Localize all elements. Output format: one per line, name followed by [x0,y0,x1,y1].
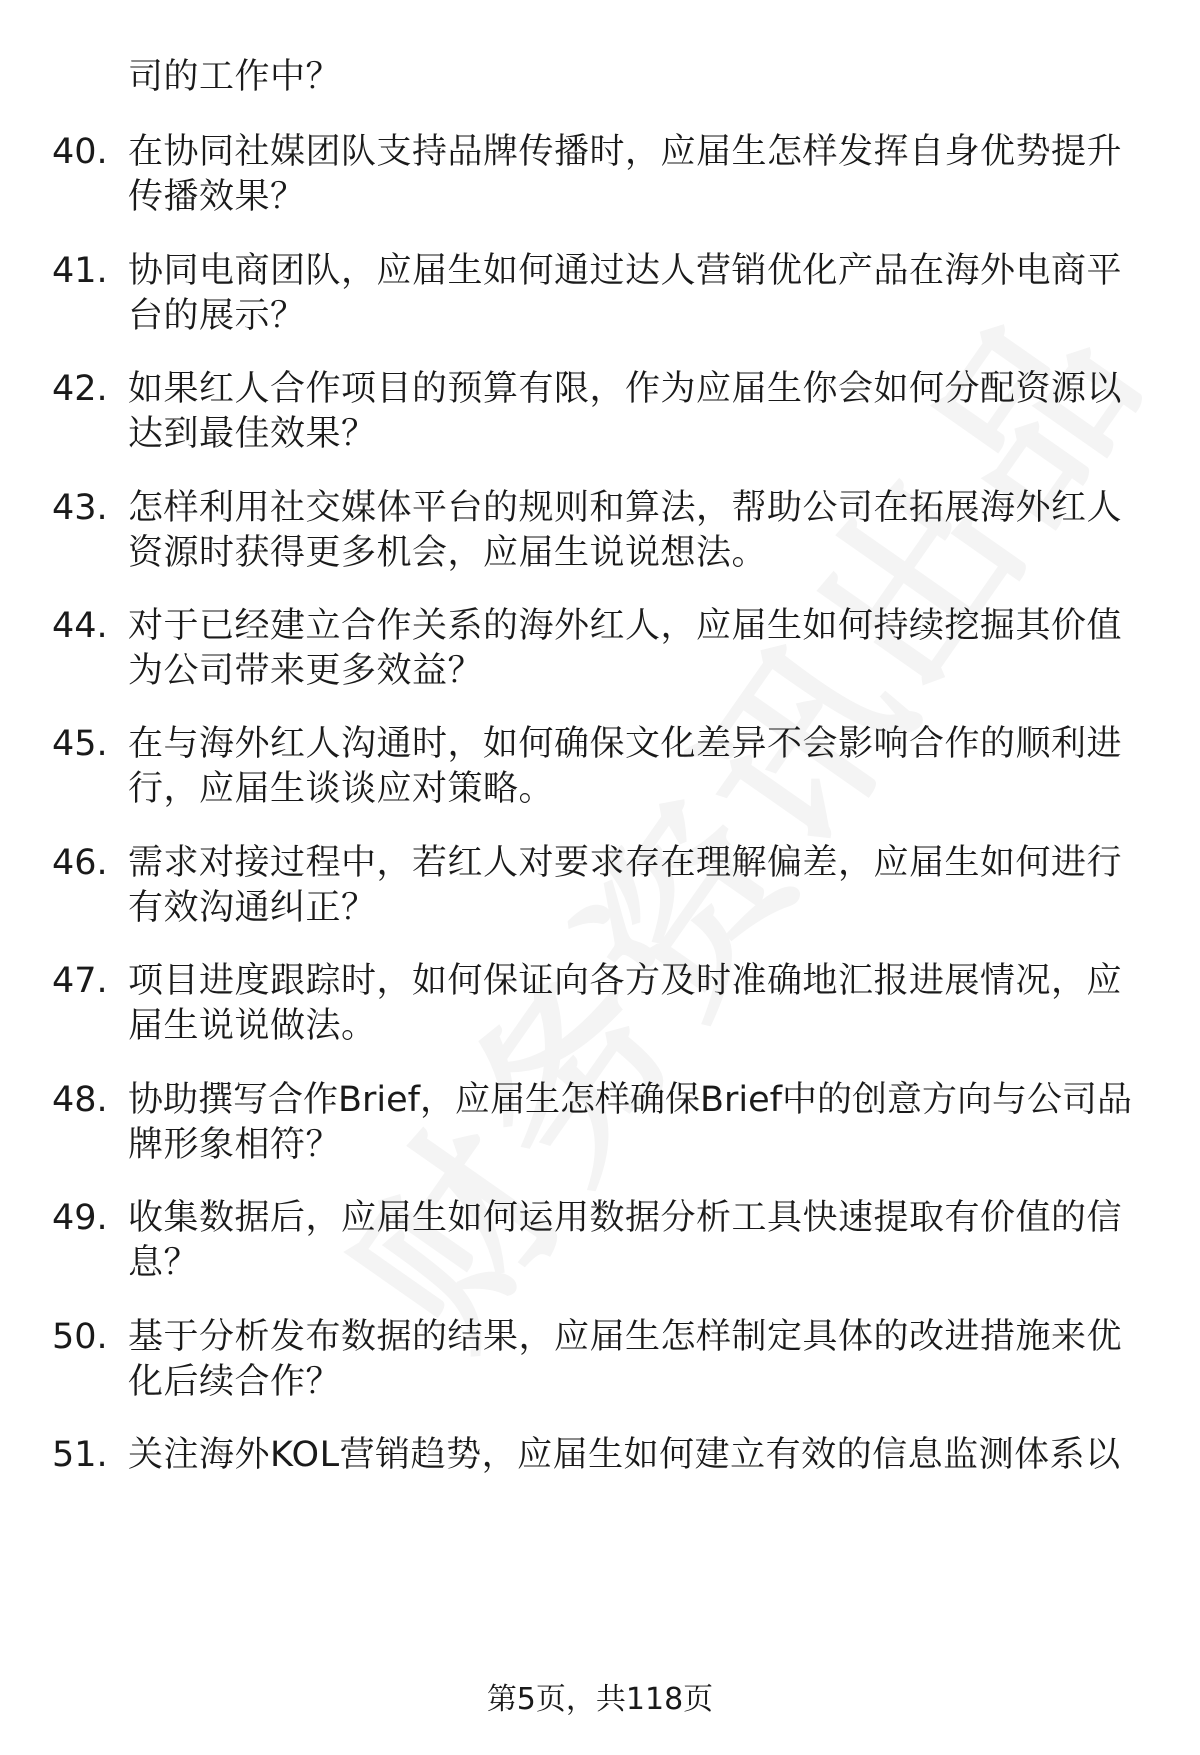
page-footer: 第5页，共118页 [486,1682,714,1717]
question-text-line: 为公司带来更多效益？ [128,651,484,691]
question-number: 47. [52,961,108,1001]
question-number: 41. [52,251,108,291]
question-text-line: 传播效果？ [128,177,306,217]
question-text-line: 协助撰写合作Brief，应届生怎样确保Brief中的创意方向与公司品 [128,1080,1132,1120]
question-number: 48. [52,1080,108,1120]
question-text-line: 关注海外KOL营销趋势，应届生如何建立有效的信息监测体系以 [128,1435,1121,1475]
question-text-line: 对于已经建立合作关系的海外红人，应届生如何持续挖掘其价值 [128,606,1123,646]
question-text-line: 如果红人合作项目的预算有限，作为应届生你会如何分配资源以 [128,369,1123,409]
question-text-line: 资源时获得更多机会，应届生说说想法。 [128,533,768,573]
question-text-line: 达到最佳效果？ [128,414,377,454]
question-text-line: 行，应届生谈谈应对策略。 [128,769,555,809]
question-text-line: 有效沟通纠正？ [128,888,377,928]
question-number: 51. [52,1435,108,1475]
question-text-line: 台的展示？ [128,296,306,336]
question-text-line: 在与海外红人沟通时，如何确保文化差异不会影响合作的顺利进 [128,724,1123,764]
question-text-line: 协同电商团队，应届生如何通过达人营销优化产品在海外电商平 [128,251,1123,291]
question-number: 45. [52,724,108,764]
question-number: 42. [52,369,108,409]
question-text-line: 收集数据后，应届生如何运用数据分析工具快速提取有价值的信 [128,1198,1123,1238]
question-text-line: 需求对接过程中，若红人对要求存在理解偏差，应届生如何进行 [128,843,1123,883]
question-text-line: 牌形象相符？ [128,1125,342,1165]
question-text-line: 化后续合作？ [128,1362,342,1402]
question-text-line: 届生说说做法。 [128,1006,377,1046]
question-number: 43. [52,488,108,528]
question-text-line: 怎样利用社交媒体平台的规则和算法，帮助公司在拓展海外红人 [128,488,1123,528]
question-number: 50. [52,1317,108,1357]
question-text-line: 息？ [128,1243,200,1283]
question-text-line: 在协同社媒团队支持品牌传播时，应届生怎样发挥自身优势提升 [128,132,1123,172]
question-text-line: 基于分析发布数据的结果，应届生怎样制定具体的改进措施来优 [128,1317,1123,1357]
question-text-line: 项目进度跟踪时，如何保证向各方及时准确地汇报进展情况，应 [128,961,1123,1001]
question-text-line: 司的工作中？ [128,57,342,97]
question-number: 40. [52,132,108,172]
question-number: 44. [52,606,108,646]
question-number: 49. [52,1198,108,1238]
question-number: 46. [52,843,108,883]
